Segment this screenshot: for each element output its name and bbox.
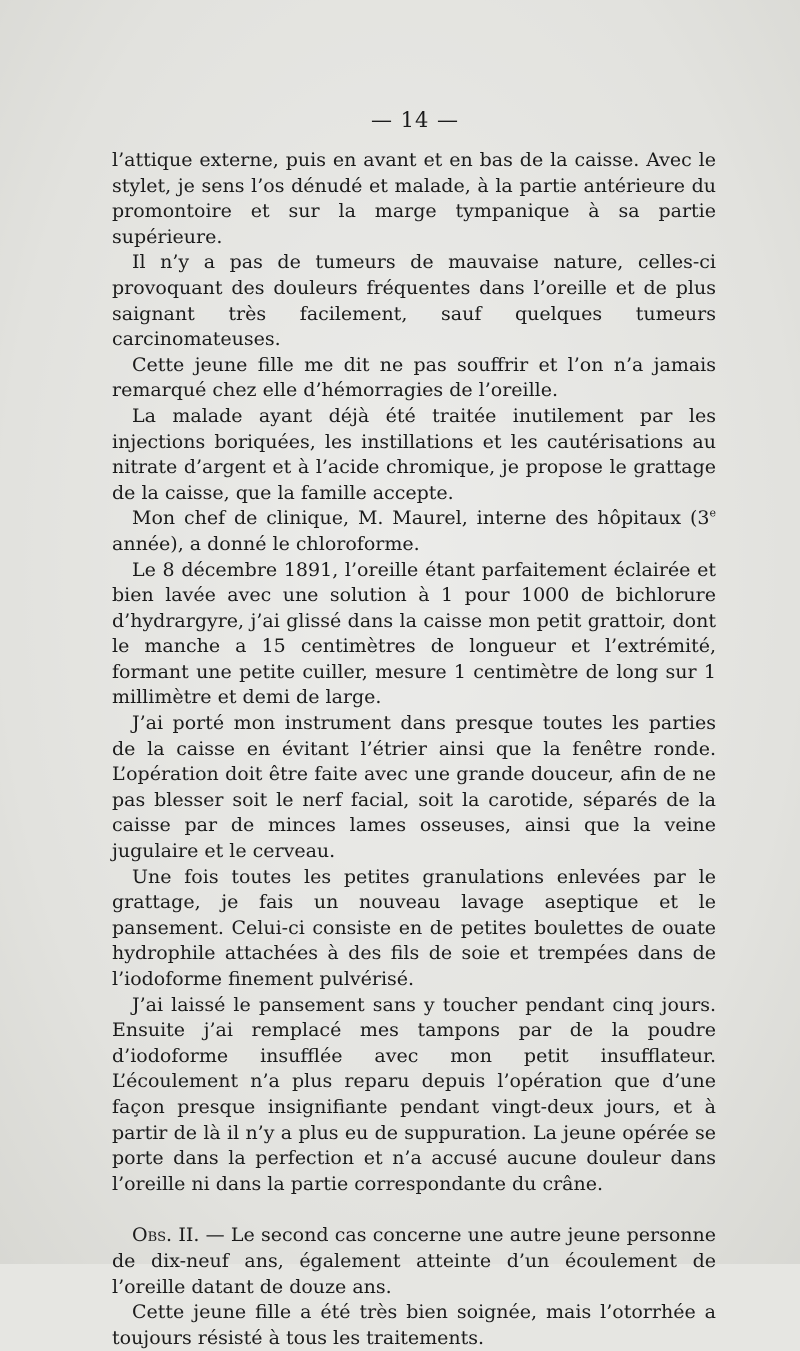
paragraph-3: Cette jeune fille me dit ne pas souffrir et l’on n’a jamais remarqué chez elle d’hémorragies de l’oreille.	[112, 353, 716, 402]
page-number: — 14 —	[370, 108, 460, 132]
paragraph-1: l’attique externe, puis en avant et en bas de la caisse. Avec le stylet, je sens l’os dénudé et malade, à la partie antérieure du promontoire et sur la marge tympanique à sa partie supérieure.	[112, 149, 716, 248]
paragraph-6: Le 8 décembre 1891, l’oreille étant parfaitement éclairée et bien lavée avec une solution à 1 pour 1000 de bichlorure d’hydrargyre, j’ai glissé dans la caisse mon petit grattoir, dont le manche a 15 centimètres de longueur et l’extrémité, formant une petite cuiller, mesure 1 centimètre de long sur 1 millimètre et demi de large.	[112, 558, 716, 709]
paragraph-5-before: Mon chef de clinique, M. Maurel, interne des hôpitaux (3	[132, 507, 710, 530]
paragraph-4: La malade ayant déjà été traitée inutilement par les injections boriquées, les instillations et les cautérisations au nitrate d’argent et à l’acide chromique, je propose le grattage de la caisse, que la famille accepte.	[112, 404, 716, 504]
paragraph-8: Une fois toutes les petites granulations enlevées par le grattage, je fais un nouveau lavage aseptique et le pansement. Celui-ci consiste en de petites boulettes de ouate hydrophile attachées à des fils de soie et trempées dans de l’iodoforme finement pulvérisé.	[112, 865, 716, 990]
paragraph-7: J’ai porté mon instrument dans presque toutes les parties de la caisse en évitant l’étrier ainsi que la fenêtre ronde. L’opération doit être faite avec une grande douceur, afin de ne pas blesser soit le nerf facial, soit la carotide, séparés de la caisse par de minces lames osseuses, ainsi que la veine jugulaire et le cerveau.	[112, 712, 716, 863]
paragraph-9: J’ai laissé le pansement sans y toucher pendant cinq jours. Ensuite j’ai remplacé mes tampons par de la poudre d’iodoforme insufflée avec mon petit insufflateur. L’écoulement n’a plus reparu depuis l’opération que d’une façon presque insignifiante pendant vingt-deux jours, et à partir de là il n’y a plus eu de suppuration. La jeune opérée se porte dans la perfection et n’a accusé aucune douleur dans l’oreille ni dans la partie correspondante du crâne.	[112, 993, 716, 1195]
observation-label: Obs. II.	[132, 1224, 200, 1247]
observation-paragraph	[112, 1223, 716, 1300]
observation-followup: Cette jeune fille a été très bien soignée, mais l’otorrhée a toujours résisté à tous les traitements.	[112, 1301, 716, 1349]
body-text	[112, 148, 716, 1351]
paragraph-5-after: année), a donné le chloroforme.	[112, 532, 420, 555]
ordinal-superscript: e	[709, 506, 716, 520]
observation-text: — Le second cas concerne une autre jeune personne de dix-neuf ans, également atteinte d’un écoulement de l’oreille datant de douze ans.	[112, 1224, 717, 1298]
paragraph-5	[112, 506, 716, 557]
paragraph-2: Il n’y a pas de tumeurs de mauvaise nature, celles-ci provoquant des douleurs fréquentes dans l’oreille et de plus saignant très facilement, sauf quelques tumeurs carcinomateuses.	[112, 251, 716, 351]
observation-section	[112, 1223, 716, 1351]
